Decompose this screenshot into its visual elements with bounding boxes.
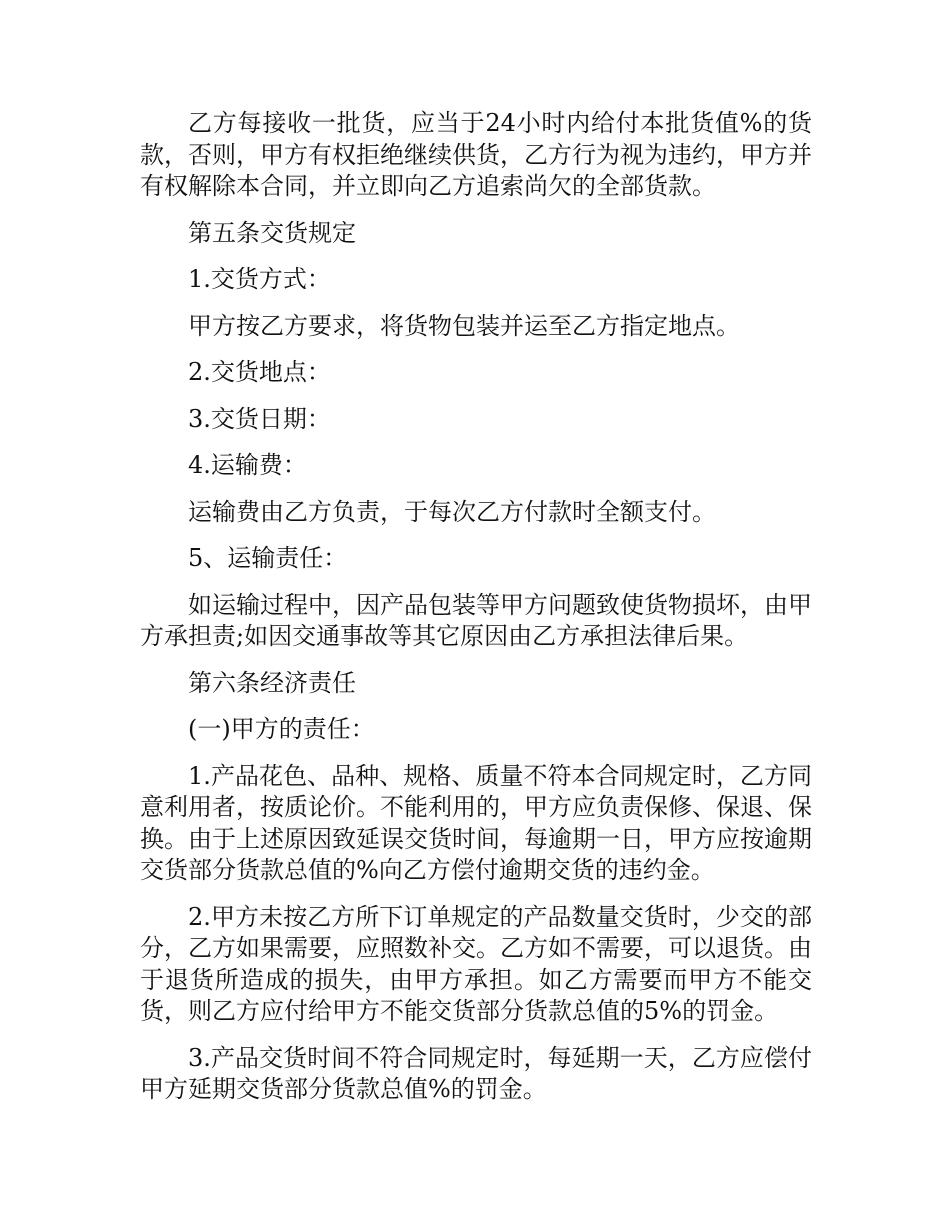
item-transport-fee: 4.运输费： [188, 451, 307, 479]
heading-article-6-economic-liability: 第六条经济责任 [188, 668, 356, 697]
paragraph-transport-liability: 如运输过程中，因产品包装等甲方问题致使货物损坏，由甲方承担责;如因交通事故等其它原因由乙方承担法律后果。 [140, 590, 812, 650]
item-delivery-method: 1.交货方式： [188, 265, 331, 293]
item-transport-liability: 5、运输责任： [188, 544, 348, 572]
item-delivery-location: 2.交货地点： [188, 358, 331, 386]
document-body [140, 108, 812, 1121]
paragraph-delivery-method: 甲方按乙方要求，将货物包装并运至乙方指定地点。 [188, 311, 740, 340]
subheading-party-a-liability: (一)甲方的责任： [188, 715, 375, 743]
paragraph-transport-fee: 运输费由乙方负责，于每次乙方付款时全额支付。 [188, 497, 716, 526]
heading-article-5-delivery: 第五条交货规定 [188, 218, 356, 247]
item-delivery-date: 3.交货日期： [188, 404, 331, 433]
paragraph-clause-3: 3.产品交货时间不符合同规定时，每延期一天，乙方应偿付甲方延期交货部分货款总值%的罚金。 [140, 1043, 812, 1103]
paragraph-payment-terms: 乙方每接收一批货，应当于24小时内给付本批货值%的货款，否则，甲方有权拒绝继续供货，乙方行为视为违约，甲方并有权解除本合同，并立即向乙方追索尚欠的全部货款。 [140, 109, 812, 200]
paragraph-clause-1: 1.产品花色、品种、规格、质量不符本合同规定时，乙方同意利用者，按质论价。不能利用的，甲方应负责保修、保退、保换。由于上述原因致延误交货时间，每逾期一日，甲方应按逾期交货部分货款总值的%向乙方偿付逾期交货的违约金。 [140, 761, 812, 884]
paragraph-clause-2: 2.甲方未按乙方所下订单规定的产品数量交货时，少交的部分，乙方如果需要，应照数补交。乙方如不需要，可以退货。由于退货所造成的损失，由甲方承担。如乙方需要而甲方不能交货，则乙方应付给甲方不能交货部分货款总值的5%的罚金。 [140, 902, 812, 1025]
